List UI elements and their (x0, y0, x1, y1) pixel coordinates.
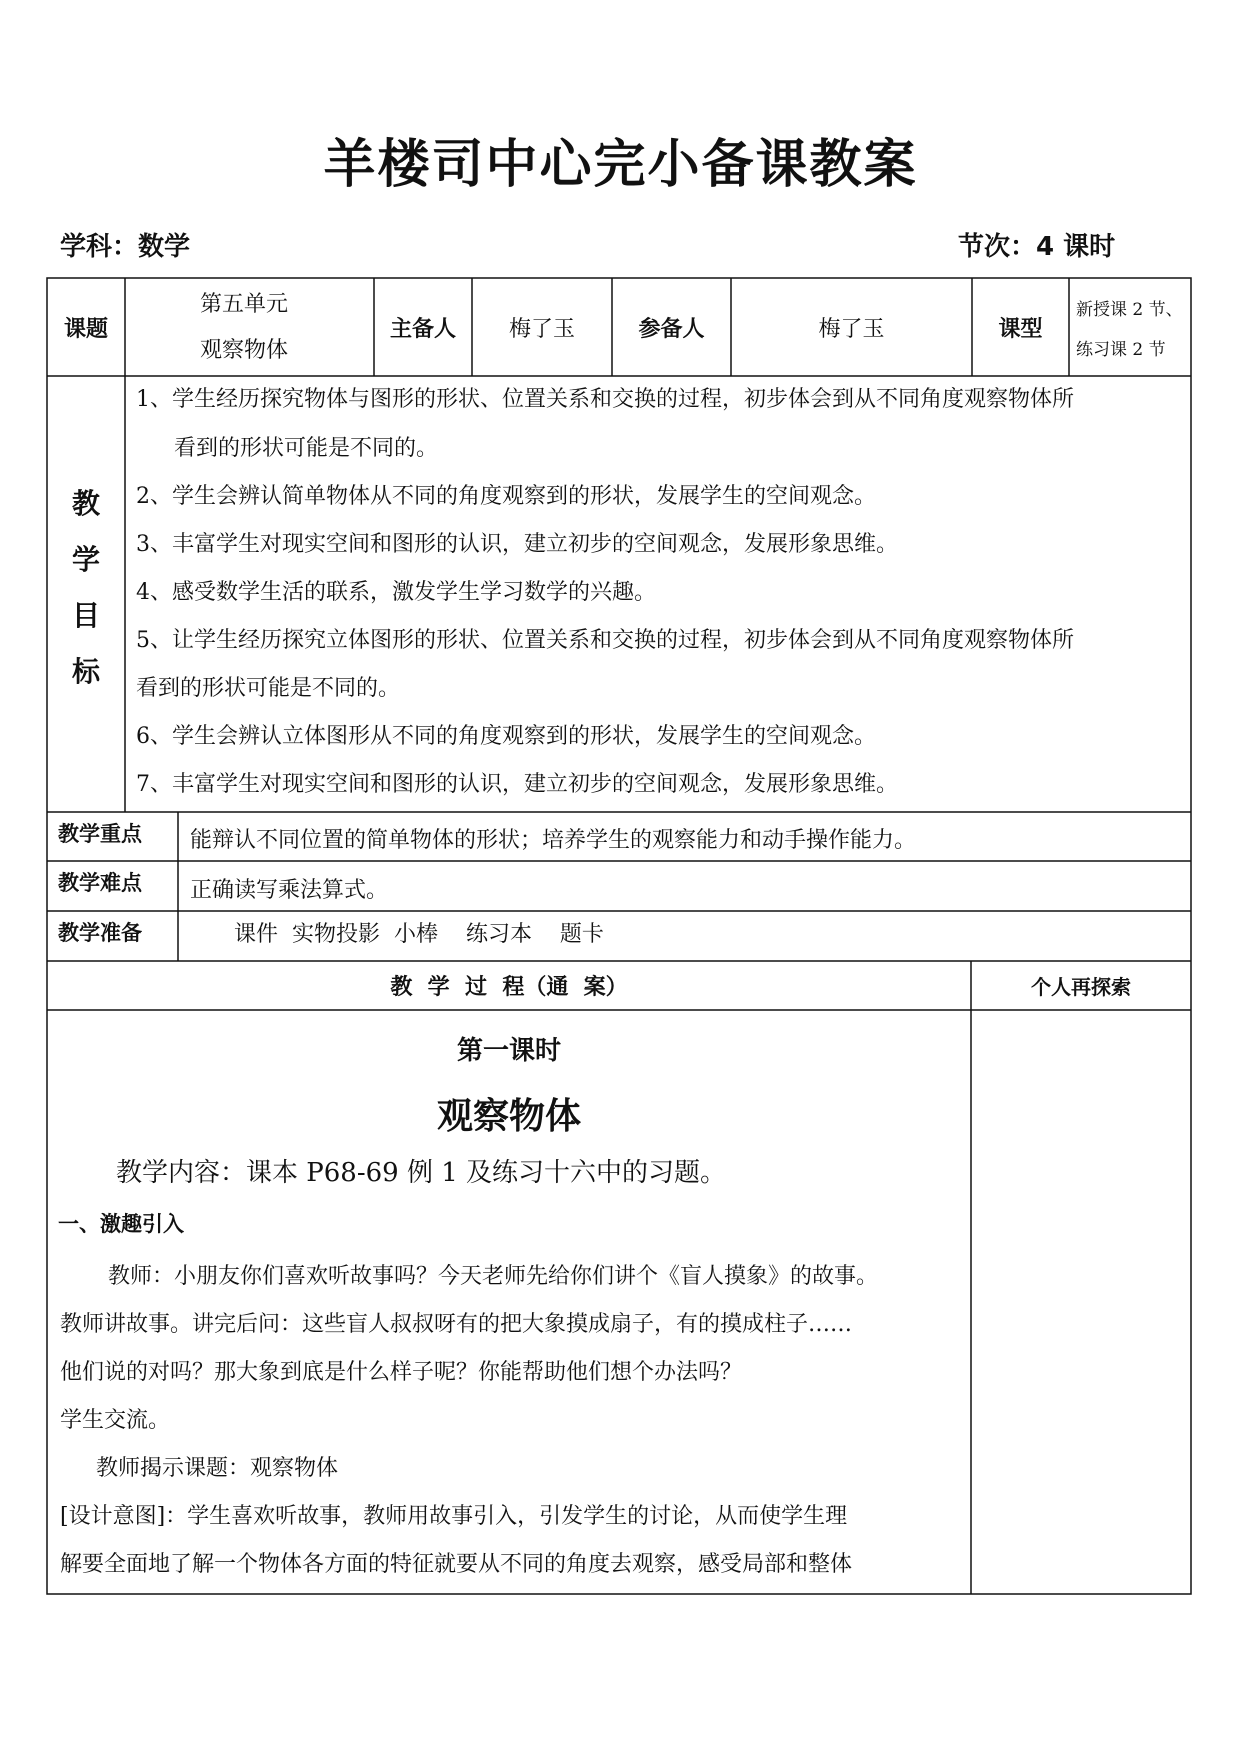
teaching-content: 教学内容：课本 P68-69 例 1 及练习十六中的习题。 (116, 1158, 727, 1188)
difficulty-value: 正确读写乘法算式。 (190, 878, 389, 903)
topic-line-1: 第五单元 (200, 292, 289, 317)
preparation-label: 教学准备 (58, 921, 142, 945)
preparation-value: 课件 实物投影 小棒 练习本 题卡 (234, 922, 604, 947)
objectives-label-char: 目 (71, 599, 100, 632)
lead-teacher-label: 主备人 (389, 316, 456, 342)
objective-item: 3、丰富学生对现实空间和图形的认识，建立初步的空间观念，发展形象思维。 (136, 532, 898, 557)
lead-teacher-value: 梅了玉 (508, 316, 575, 342)
lesson-type-value (1076, 290, 1191, 370)
objective-item: 看到的形状可能是不同的。 (174, 436, 439, 461)
co-teacher-label: 参备人 (638, 316, 705, 342)
key-points-value: 能辩认不同位置的简单物体的形状；培养学生的观察能力和动手操作能力。 (190, 828, 917, 853)
lessons-label: 节次：4 课时 (958, 232, 1116, 262)
objectives-label-char: 标 (71, 655, 100, 688)
objective-item: 看到的形状可能是不同的。 (136, 676, 401, 701)
objectives-label-char: 学 (71, 543, 100, 576)
document-title: 羊楼司中心完小备课教案 (323, 134, 918, 195)
topic-label: 课题 (63, 316, 108, 342)
process-paragraph: 教师：小朋友你们喜欢听故事吗？今天老师先给你们讲个《盲人摸象》的故事。 (108, 1264, 879, 1289)
process-header: 教 学 过 程（通 案） (390, 975, 628, 1000)
topic-value (200, 282, 320, 374)
lesson-type-line-2: 练习课 2 节 (1076, 340, 1166, 360)
objective-item: 5、让学生经历探究立体图形的形状、位置关系和交换的过程，初步体会到从不同角度观察物体所 (136, 628, 1075, 653)
objective-item: 6、学生会辨认立体图形从不同的角度观察到的形状，发展学生的空间观念。 (136, 724, 876, 749)
design-intent-line: [设计意图]：学生喜欢听故事，教师用故事引入，引发学生的讨论，从而使学生理 (60, 1504, 848, 1529)
process-paragraph: 学生交流。 (60, 1408, 171, 1433)
objectives-label-char: 教 (71, 487, 100, 520)
process-paragraph: 教师揭示课题：观察物体 (96, 1456, 339, 1481)
key-points-label: 教学重点 (58, 822, 142, 846)
lesson-topic: 观察物体 (436, 1096, 581, 1137)
objectives-label (60, 476, 112, 700)
section-heading: 一、激趣引入 (58, 1212, 184, 1236)
process-paragraph: 教师讲故事。讲完后问：这些盲人叔叔呀有的把大象摸成扇子，有的摸成柱子…… (60, 1312, 853, 1337)
process-paragraph: 他们说的对吗？那大象到底是什么样子呢？你能帮助他们想个办法吗？ (60, 1360, 743, 1385)
topic-line-2: 观察物体 (200, 338, 289, 363)
lesson-title: 第一课时 (456, 1036, 561, 1066)
objective-item: 1、学生经历探究物体与图形的形状、位置关系和交换的过程，初步体会到从不同角度观察物体所 (136, 387, 1075, 412)
subject-label: 学科：数学 (60, 232, 191, 262)
difficulty-label: 教学难点 (58, 871, 142, 895)
lesson-type-line-1: 新授课 2 节、 (1076, 300, 1183, 320)
lesson-type-label: 课型 (998, 316, 1043, 342)
objective-item: 7、丰富学生对现实空间和图形的认识，建立初步的空间观念，发展形象思维。 (136, 772, 898, 797)
personal-exploration-header: 个人再探索 (1031, 975, 1131, 999)
design-intent-line: 解要全面地了解一个物体各方面的特征就要从不同的角度去观察，感受局部和整体 (60, 1552, 853, 1577)
objective-item: 2、学生会辨认简单物体从不同的角度观察到的形状，发展学生的空间观念。 (136, 484, 876, 509)
objective-item: 4、感受数学生活的联系，激发学生学习数学的兴趣。 (136, 580, 656, 605)
co-teacher-value: 梅了玉 (818, 316, 885, 342)
